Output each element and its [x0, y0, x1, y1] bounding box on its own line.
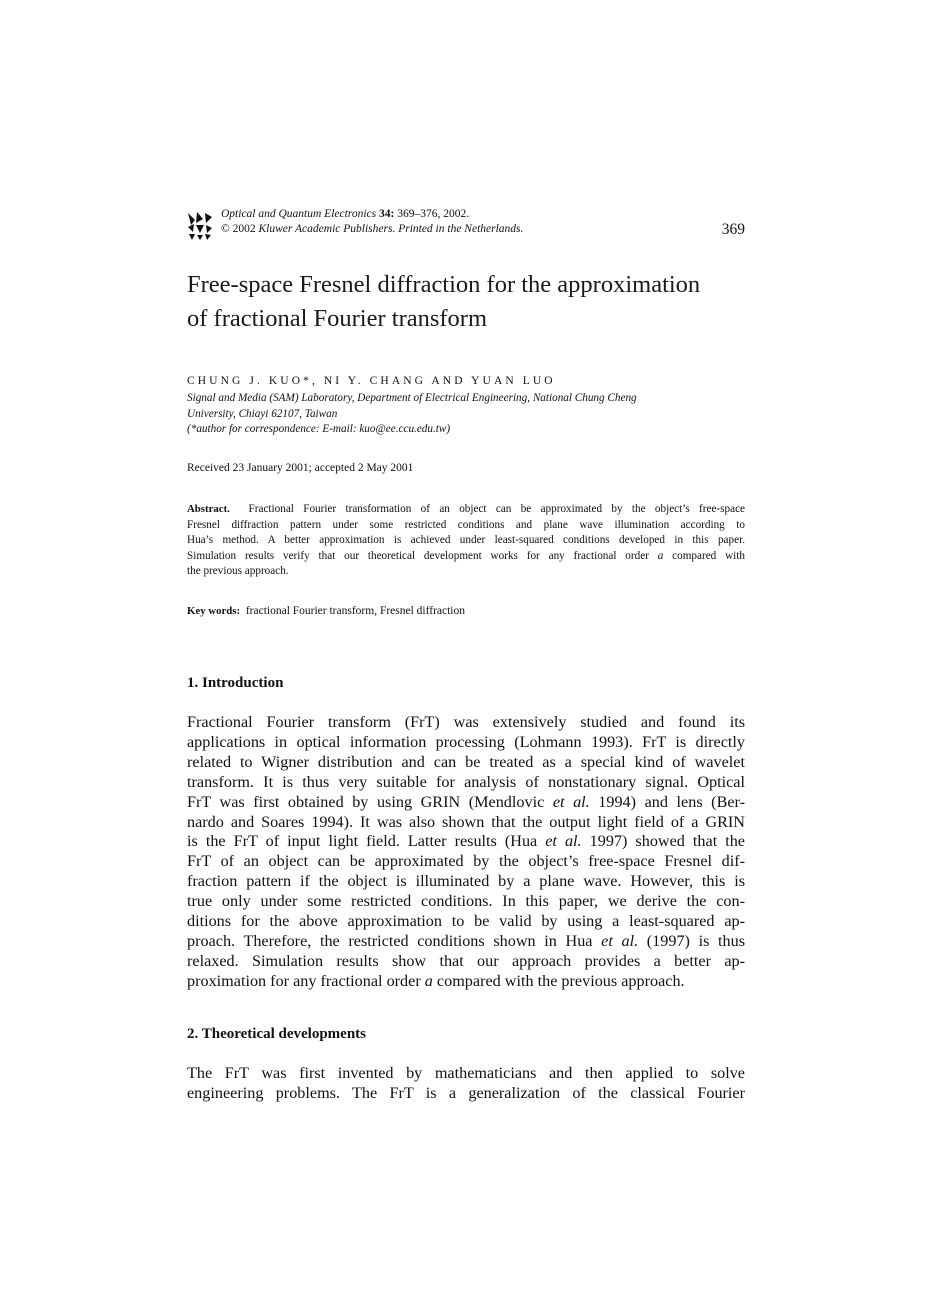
- paragraph-line: fraction pattern if the object is illuminated by a plane wave. However, this is: [187, 872, 745, 891]
- correspondence-line: (*author for correspondence: E-mail: kuo@ee.ccu.edu.tw): [187, 423, 451, 435]
- title-line-1: Free-space Fresnel diffraction for the approximation: [187, 271, 701, 298]
- text-run: proximation for any fractional order: [187, 971, 425, 990]
- citation-etal: et al.: [552, 792, 590, 811]
- journal-pages: 369–376, 2002.: [397, 208, 470, 220]
- section-heading-theoretical: 2. Theoretical developments: [187, 1026, 367, 1042]
- copyright-symbol: ©: [221, 223, 230, 235]
- paragraph-line: ditions for the above approximation to be valid by using a least-squared ap-: [187, 912, 745, 931]
- received-dates: Received 23 January 2001; accepted 2 May 2001: [187, 462, 414, 474]
- publisher-line: Kluwer Academic Publishers. Printed in the Netherlands.: [258, 223, 524, 235]
- journal-volume: 34:: [379, 208, 395, 220]
- citation-etal: et al.: [545, 832, 582, 851]
- text-run: compared with the previous approach.: [432, 971, 685, 990]
- paragraph-line: applications in optical information processing (Lohmann 1993). FrT is directly: [187, 732, 745, 751]
- page-number: 369: [721, 221, 745, 238]
- paper-title: [187, 268, 745, 336]
- section-heading-introduction: 1. Introduction: [187, 675, 284, 691]
- paragraph-line: true only under some restricted conditions. In this paper, we derive the con-: [187, 892, 745, 911]
- abstract-text: the previous approach.: [187, 565, 289, 578]
- abstract: [187, 502, 745, 580]
- publisher-logo-icon: [187, 211, 213, 241]
- copyright-year: 2002: [232, 223, 256, 235]
- text-run: is the FrT of input light field. Latter results (Hua: [187, 832, 546, 851]
- text-run: 1994) and lens (Ber-: [589, 792, 746, 811]
- title-line-2: of fractional Fourier transform: [187, 305, 488, 332]
- citation-etal: et al.: [601, 931, 639, 950]
- abstract-text: Fresnel diffraction pattern under some restricted conditions and plane wave illumination according to: [187, 518, 745, 531]
- journal-citation: [221, 207, 523, 237]
- abstract-variable: a: [657, 549, 664, 562]
- abstract-text: Simulation results verify that our theoretical development works for any fractional order: [187, 549, 658, 562]
- paragraph-line: related to Wigner distribution and can be treated as a special kind of wavelet: [187, 752, 745, 771]
- variable-a: a: [424, 971, 433, 990]
- affiliation-line-2: University, Chiayi 62107, Taiwan: [187, 407, 338, 420]
- affiliation-line-1: Signal and Media (SAM) Laboratory, Department of Electrical Engineering, National Chung Cheng: [187, 392, 637, 404]
- paragraph-line: [187, 793, 745, 813]
- paragraph-line: nardo and Soares 1994). It was also shown that the output light field of a GRIN: [187, 812, 745, 831]
- authors: CHUNG J. KUO*, NI Y. CHANG AND YUAN LUO: [187, 375, 556, 387]
- abstract-text: Fractional Fourier transformation of an object can be approximated by the object’s free-space: [248, 503, 745, 515]
- affiliation: [187, 391, 747, 438]
- theoretical-body: [187, 1064, 745, 1104]
- text-run: 1997) showed that the: [581, 832, 745, 851]
- abstract-label: Abstract.: [187, 503, 230, 515]
- paragraph-line: The FrT was first invented by mathematicians and then applied to solve: [187, 1064, 745, 1082]
- paragraph-line: Fractional Fourier transform (FrT) was extensively studied and found its: [187, 713, 745, 731]
- keywords-label: Key words:: [187, 605, 241, 617]
- text-run: proach. Therefore, the restricted conditions shown in Hua: [187, 931, 602, 950]
- paragraph-line: FrT of an object can be approximated by the object’s free-space Fresnel dif-: [187, 852, 745, 871]
- paragraph-line: relaxed. Simulation results show that our approach provides a better ap-: [187, 951, 745, 970]
- introduction-body: [187, 713, 745, 992]
- keywords: [187, 605, 465, 617]
- keywords-text: fractional Fourier transform, Fresnel diffraction: [245, 605, 466, 617]
- abstract-text: Hua’s method. A better approximation is achieved under least-squared conditions developed in this paper.: [187, 534, 745, 547]
- text-run: (1997) is thus: [638, 931, 746, 950]
- paragraph-line: [187, 932, 745, 952]
- paragraph-line: transform. It is thus very suitable for analysis of nonstationary signal. Optical: [187, 772, 745, 791]
- paragraph-line: engineering problems. The FrT is a generalization of the classical Fourier: [187, 1083, 745, 1102]
- abstract-text: compared with: [663, 549, 745, 562]
- journal-header: [187, 207, 745, 241]
- paragraph-line: [187, 832, 745, 852]
- text-run: FrT was first obtained by using GRIN (Mendlovic: [187, 792, 553, 811]
- journal-name: Optical and Quantum Electronics: [221, 208, 377, 220]
- paragraph-line: [187, 972, 745, 992]
